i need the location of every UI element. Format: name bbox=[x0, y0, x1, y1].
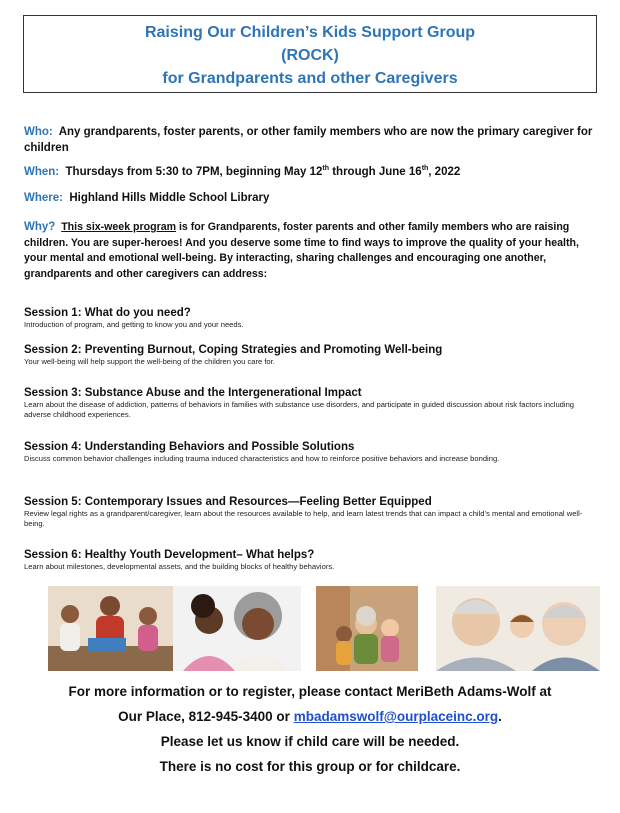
no-cost-notice: There is no cost for this group or for childcare. bbox=[159, 759, 461, 774]
email-link[interactable]: mbadamswolf@ourplaceinc.org bbox=[293, 709, 499, 724]
why-section bbox=[24, 220, 599, 282]
why-text: is for Grandparents, foster parents and other family members who are raising children. You are super-heroes! And you deserve some time to find ways to improve the quality of your health, your mental and emotional well-being. By interacting, sharing challenges and encouraging one another, grandparents and other caregivers can address: bbox=[24, 221, 579, 280]
where-section bbox=[24, 190, 269, 206]
when-sup-b: th bbox=[421, 165, 429, 172]
when-text-b: through June 16 bbox=[329, 165, 422, 178]
why-program-link: This six-week program bbox=[61, 221, 177, 233]
where-label: Where: bbox=[24, 192, 63, 204]
session-3 bbox=[24, 386, 599, 420]
session-6 bbox=[24, 548, 599, 572]
who-text: Any grandparents, foster parents, or other family members who are now the primary caregiver for children bbox=[24, 126, 593, 154]
grandparents-kiss-photo bbox=[436, 586, 600, 671]
session-title: Session 6: Healthy Youth Development– What helps? bbox=[24, 549, 315, 561]
who-section bbox=[24, 124, 599, 156]
session-title: Session 4: Understanding Behaviors and Possible Solutions bbox=[24, 441, 355, 453]
page-title-acronym: (ROCK) bbox=[281, 47, 339, 64]
when-text: Thursdays from 5:30 to 7PM, beginning May 12 bbox=[65, 165, 323, 178]
session-1 bbox=[24, 306, 599, 330]
page-subtitle: for Grandparents and other Caregivers bbox=[162, 70, 458, 87]
session-title: Session 2: Preventing Burnout, Coping Strategies and Promoting Well-being bbox=[24, 344, 443, 356]
session-4 bbox=[24, 440, 599, 464]
session-desc: Learn about milestones, developmental assets, and the building blocks of healthy behaviors. bbox=[24, 562, 335, 571]
where-text: Highland Hills Middle School Library bbox=[69, 192, 270, 204]
session-desc: Your well-being will help support the well-being of the children you care for. bbox=[24, 357, 275, 366]
title-box bbox=[23, 15, 597, 93]
contact-line-1: For more information or to register, please contact MeriBeth Adams-Wolf at bbox=[68, 684, 552, 699]
session-2 bbox=[24, 343, 599, 367]
session-desc: Review legal rights as a grandparent/caregiver, learn about the resources available to help, and learn latest trends that can impact a child’s mental and emotional well-being. bbox=[24, 509, 583, 528]
when-sup-a: th bbox=[322, 165, 330, 172]
when-section bbox=[24, 161, 460, 180]
who-label: Who: bbox=[24, 126, 53, 138]
session-desc: Learn about the disease of addiction, patterns of behaviors in families with substance use disorders, and participate in guided discussion about risk factors including adverse childhood experiences. bbox=[24, 400, 575, 419]
session-5 bbox=[24, 495, 599, 529]
session-desc: Discuss common behavior challenges including trauma induced characteristics and how to reinforce positive behaviors and increase bonding. bbox=[24, 454, 500, 463]
contact-line-2 bbox=[0, 709, 620, 724]
childcare-notice: Please let us know if child care will be needed. bbox=[160, 734, 460, 749]
session-title: Session 3: Substance Abuse and the Intergenerational Impact bbox=[24, 387, 362, 399]
session-desc: Introduction of program, and getting to know you and your needs. bbox=[24, 320, 244, 329]
page-title: Raising Our Children’s Kids Support Group bbox=[144, 24, 476, 41]
contact-prefix: Our Place, 812-945-3400 or bbox=[118, 709, 294, 724]
why-label: Why? bbox=[24, 221, 56, 233]
session-title: Session 1: What do you need? bbox=[24, 307, 191, 319]
when-text-c: , 2022 bbox=[428, 165, 461, 178]
when-label: When: bbox=[24, 165, 60, 178]
grandparent-kids-photo bbox=[316, 586, 418, 671]
family-reading-photo bbox=[48, 586, 173, 671]
contact-suffix: . bbox=[498, 709, 502, 724]
grandmother-hug-photo bbox=[173, 586, 301, 671]
session-title: Session 5: Contemporary Issues and Resources—Feeling Better Equipped bbox=[24, 496, 432, 508]
